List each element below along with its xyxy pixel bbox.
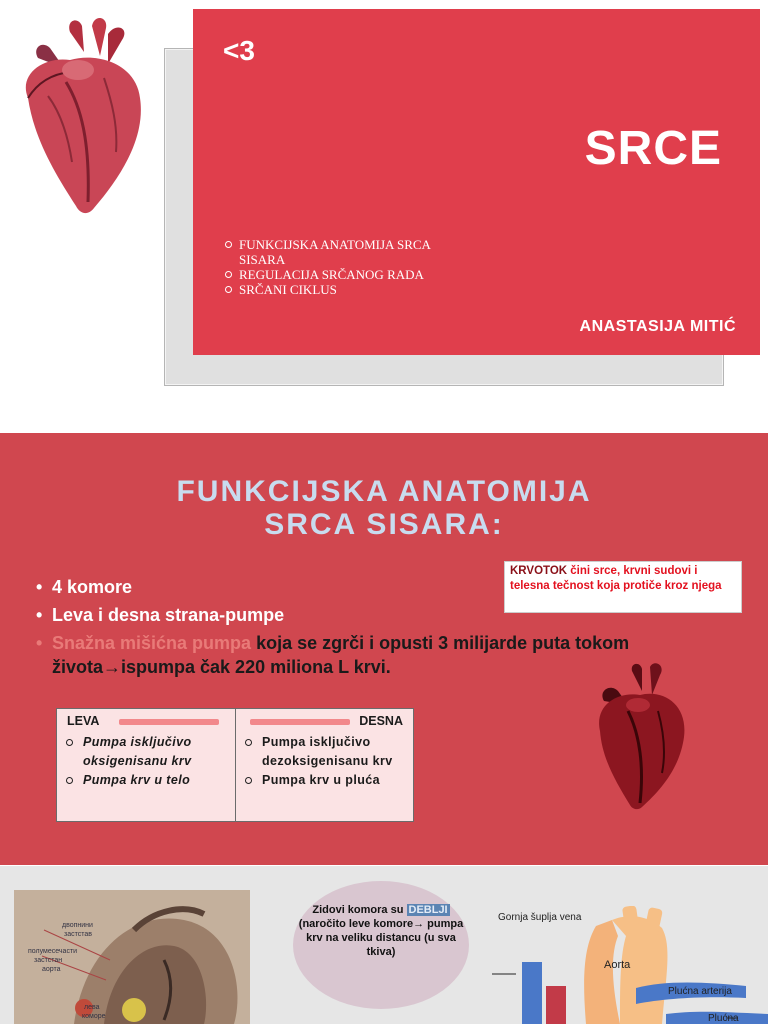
slide-title <box>0 0 768 432</box>
left-header: LEVA <box>67 714 100 728</box>
bullet-highlight: Snažna mišićna pumpa <box>52 633 252 653</box>
bubble-highlight: DEBLJI <box>408 904 448 916</box>
heading-line-2: SRCA SISARA: <box>264 508 504 541</box>
right-item: Pumpa isključivo dezoksigenisanu krv <box>242 733 407 771</box>
slide-heading <box>0 475 768 541</box>
aorta-label: Aorta <box>604 959 631 971</box>
note-bubble <box>293 881 469 1009</box>
anatomical-heart-illustration <box>8 12 158 222</box>
left-item: Pumpa krv u telo <box>63 771 229 790</box>
heart-tag: <3 <box>223 35 255 66</box>
slide-heart-walls <box>0 866 768 1024</box>
bullet-item: • Leva i desna strana-pumpe <box>36 603 716 627</box>
toc-item: FUNKCIJSKA ANATOMIJA SRCA SISARA <box>225 237 435 267</box>
bubble-text: (naročito leve komore→ pumpa krv na veliku distancu (u sva tkiva) <box>298 918 464 958</box>
left-right-comparison <box>56 708 414 822</box>
dark-heart-illustration <box>588 661 690 811</box>
photo-label: застстан <box>34 957 63 964</box>
toc-item: SRČANI CIKLUS <box>225 282 435 297</box>
bullet-item: • 4 komore <box>36 575 716 599</box>
arterija-label: Plućna arterija <box>668 986 732 997</box>
bubble-text: Zidovi komora su <box>312 904 407 916</box>
heart-section-photo <box>14 890 250 1024</box>
table-of-contents <box>225 237 435 297</box>
slide-title-text: SRCE <box>584 122 722 175</box>
header-bar <box>119 719 219 725</box>
plucna-label: Plućna <box>708 1013 739 1024</box>
title-card <box>193 9 760 355</box>
left-side-column <box>57 709 236 821</box>
header-bar <box>250 719 350 725</box>
heart-vessels-diagram <box>486 906 768 1024</box>
right-side-column <box>236 709 413 821</box>
bullet-text: koja se zgrči i opusti 3 milijarde puta tokom života→ispumpa čak 220 miliona L krvi. <box>52 633 630 677</box>
photo-label: коморе <box>82 1013 106 1020</box>
vena-label: Gornja šuplja vena <box>498 912 582 923</box>
callout-keyword: KRVOTOK <box>510 565 568 577</box>
photo-label: двопнини <box>62 922 93 929</box>
photo-label: аорта <box>42 966 61 973</box>
left-item: Pumpa isključivo oksigenisanu krv <box>63 733 229 771</box>
right-header: DESNA <box>359 714 403 728</box>
right-item: Pumpa krv u pluća <box>242 771 407 790</box>
toc-item: REGULACIJA SRČANOG RADA <box>225 267 435 282</box>
slide-anatomy <box>0 433 768 865</box>
callout-text: čini srce, krvni sudovi i telesna tečnost koja protiče kroz njega <box>510 565 722 592</box>
photo-label: застстав <box>64 931 92 938</box>
photo-label: лева <box>84 1004 100 1011</box>
photo-label: полумесечасти <box>28 948 78 955</box>
heading-line-1: FUNKCIJSKA ANATOMIJA <box>176 475 592 508</box>
author-name: ANASTASIJA MITIĆ <box>579 318 736 335</box>
